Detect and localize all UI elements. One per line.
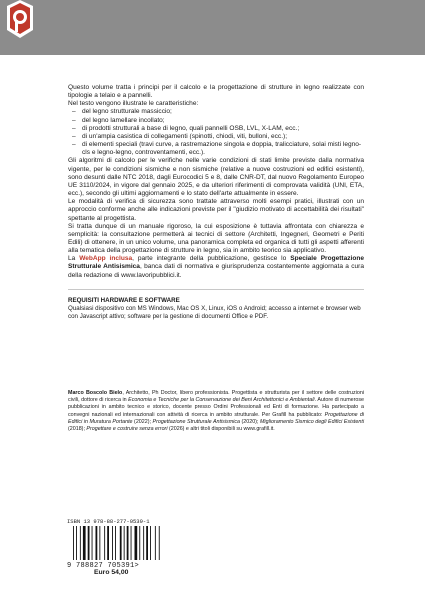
section-divider	[68, 289, 364, 290]
manual-paragraph: Si tratta dunque di un manuale rigoroso, la cui esposizione è tuttavia affrontata con chiarezza e semplicità: la consultazione permetterà ai tecnici di settore (Architetti, Ingegneri, Geometri e Periti Edili) di ottenere, in un unico volume, una panoramica completa ed organica di tutti gli aspetti afferenti alla tematica della progettazione di strutture in legno, sia in ambito teorico sia applicativo.	[68, 222, 364, 255]
barcode-bar	[112, 526, 113, 560]
webapp-special: Speciale Progettazione Strutturale Antisismica	[68, 255, 364, 271]
barcode-bar	[127, 526, 129, 560]
author-name: Marco Boscolo Bielo	[68, 390, 123, 396]
barcode-bar	[104, 526, 105, 560]
requirements-title: REQUISITI HARDWARE E SOFTWARE	[68, 296, 180, 304]
barcode-bar	[107, 526, 109, 560]
barcode-end-mark: >	[134, 562, 140, 570]
author-bio-text: . Autore di numerose pubblicazioni in ambito tecnico e storico, docente presso Ordini Professionali ed Enti di formazione. Ha partecipato a convegni nazionali ed internazionali con attività di ricerca in ambito strutturale. Per Grafill ha pubblicato:	[68, 397, 365, 418]
webapp-mid: , parte integrante della pubblicazione, gestisce lo	[132, 255, 291, 263]
barcode-bar	[76, 526, 77, 560]
back-cover-description	[68, 84, 364, 321]
barcode-bar	[124, 526, 125, 560]
publisher-logo-icon	[4, 0, 36, 44]
webapp-paragraph	[68, 255, 364, 279]
webapp-suffix: , banca dati di normativa e giurisprudenza costantemente aggiornata a cura della redazione di www.lavoripubblici.it.	[68, 263, 364, 279]
barcode-bar	[135, 526, 138, 560]
cover-top-band	[0, 0, 425, 55]
barcode-bar	[96, 526, 98, 560]
barcode-bar	[155, 526, 156, 560]
list-item: – di un'ampia casistica di collegamenti (spinotti, chiodi, viti, bulloni, ecc.);	[68, 133, 364, 141]
book-title: Progettare e costruire senza errori	[86, 426, 168, 433]
author-bio-text: , Architetto, Ph Doctor, libero professionista. Progettista e strutturista per il settore delle costruzioni civili, dottore di ricerca in	[68, 390, 365, 404]
barcode-bar	[80, 526, 81, 560]
book-title: Progettazione Strutturale Antisismica	[152, 418, 240, 425]
barcode-bar	[83, 526, 86, 560]
price-label: Euro 54,00	[94, 569, 129, 576]
webapp-prefix: La	[68, 255, 80, 263]
barcode-bar	[150, 526, 151, 560]
book-title: Miglioramento Sismico degli Edifici Esistenti	[259, 418, 365, 425]
algorithms-paragraph: Gli algoritmi di calcolo per le verifiche nelle varie condizioni di stati limite previste dalla normativa vigente, per le condizioni sismiche e non sismiche (relative a nuove costruzioni ed edifici esistenti), sono desunti dalle NTC 2018, dagli Eurocodici 5 e 8, dalle CNR-DT, dal nuovo Regolamento Europeo UE 3110/2024, in vigore dal gennaio 2025, e da ulteriori riferimenti di comprovata validità (UNI, ETA, ecc.), secondo gli ultimi aggiornamenti e lo stato dell'arte attualmente in essere.	[68, 157, 364, 198]
intro-paragraph: Questo volume tratta i principi per il calcolo e la progettazione di strutture in legno realizzate con tipologie a telaio e a pannelli.	[68, 84, 364, 100]
barcode-bar	[139, 526, 140, 560]
barcode-bar	[120, 526, 122, 560]
requirements-text: Qualsiasi dispositivo con MS Windows, Mac OS X, Linux, iOS o Android; accesso a internet e browser web con Javascript attivo; software per la gestione di documenti Office e PDF.	[68, 304, 361, 320]
list-item: – del legno strutturale massiccio;	[68, 108, 364, 116]
barcode-bar	[73, 526, 74, 560]
barcode-bar	[99, 526, 100, 560]
barcode-bar	[92, 526, 93, 560]
author-phd: Economia e Tecniche per la Conservazione dei Beni Architettonici e Ambientali	[128, 397, 315, 404]
author-bio-text: (2018);	[68, 426, 87, 433]
barcode-bar	[143, 526, 144, 560]
barcode-number: 9 788827 705391	[67, 562, 135, 570]
list-item: – del legno lamellare incollato;	[68, 117, 364, 125]
author-bio-text: (2020);	[240, 418, 260, 425]
list-item: – di prodotti strutturali a base di legno, quali pannelli OSB, LVL, X-LAM, ecc.;	[68, 125, 364, 133]
barcode-bar	[88, 526, 90, 560]
barcode	[67, 526, 167, 562]
webapp-link[interactable]: WebApp inclusa	[79, 255, 133, 263]
barcode-bar	[131, 526, 132, 560]
features-list	[68, 108, 364, 157]
barcode-bar	[146, 526, 148, 560]
isbn-label: ISBN 13 978-88-277-0539-1	[67, 518, 150, 525]
features-intro: Nel testo vengono illustrate le caratteristiche:	[68, 100, 199, 108]
verification-paragraph: Le modalità di verifica di sicurezza sono trattate attraverso molti esempi pratici, illustrati con un approccio conforme anche alle indicazioni previste per il "giudizio motivato di accettabilità dei risultati" spettante al progettista.	[68, 198, 364, 222]
author-bio-text: (2026) e altri titoli disponibili su www.grafill.it.	[167, 426, 275, 433]
isbn-block	[67, 518, 177, 570]
author-bio	[68, 390, 364, 433]
barcode-bar	[159, 526, 160, 560]
list-item: – di elementi speciali (travi curve, a rastremazione singola e doppia, tralicciature, solai misti legno-cls e legno-legno, controventamenti, ecc.).	[68, 141, 364, 157]
author-bio-text: (2022);	[132, 418, 153, 425]
book-title: Progettazione di Edifici in Muratura Portante	[68, 411, 364, 425]
barcode-bar	[115, 526, 116, 560]
